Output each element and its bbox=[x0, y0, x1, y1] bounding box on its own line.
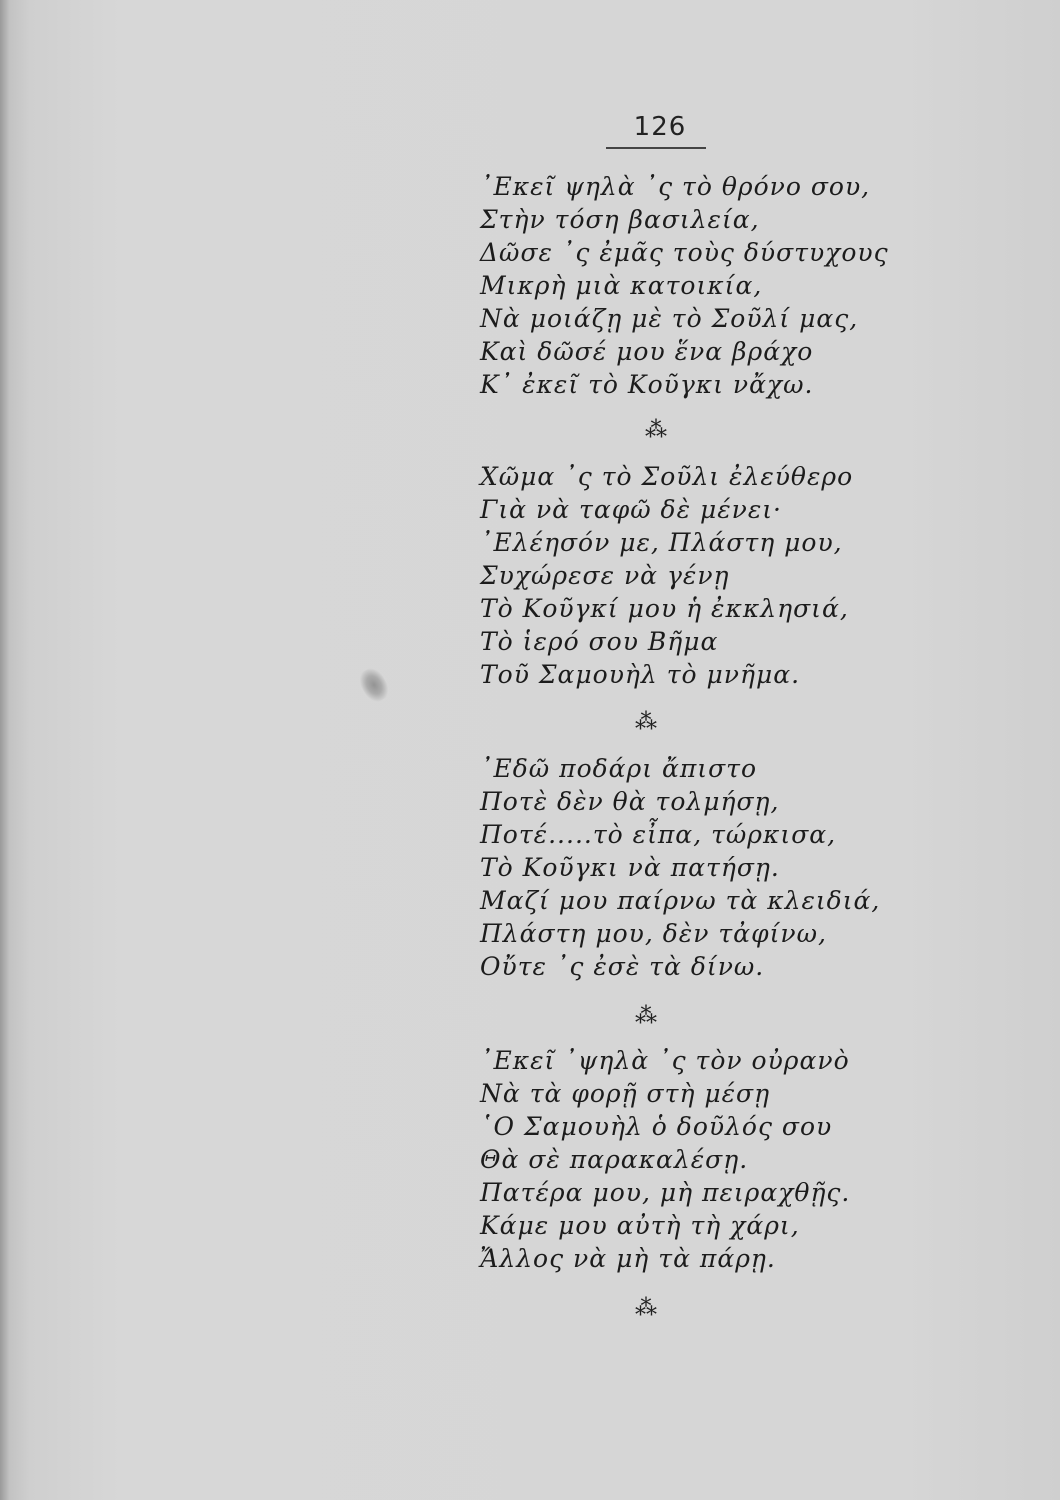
page-number: 126 bbox=[633, 112, 687, 142]
verse-line: ᾿Εδῶ ποδάρι ἄπιστο bbox=[480, 754, 758, 783]
verse-line: Μαζί μου παίρνω τὰ κλειδιά, bbox=[480, 886, 881, 915]
verse-line: Νὰ τὰ φορῇ στὴ μέσῃ bbox=[480, 1079, 771, 1108]
verse-line: ῾Ο Σαμουὴλ ὁ δοῦλός σου bbox=[480, 1112, 833, 1141]
ink-smudge bbox=[355, 664, 393, 705]
verse-line: Κάμε μου αὐτὴ τὴ χάρι, bbox=[480, 1211, 800, 1240]
verse-line: Ποτὲ δὲν θὰ τολμήσῃ, bbox=[480, 787, 780, 816]
verse-line: Δῶσε ᾽ς ἐμᾶς τοὺς δύστυχους bbox=[480, 238, 889, 267]
verse-line: ᾿Εκεῖ ψηλὰ ᾽ς τὸ θρόνο σου, bbox=[480, 172, 871, 201]
stanza-2 bbox=[480, 460, 853, 691]
verse-line: Καὶ δῶσέ μου ἕνα βράχο bbox=[480, 337, 814, 366]
verse-line: Νὰ μοιάζῃ μὲ τὸ Σοῦλί μας, bbox=[480, 304, 859, 333]
verse-line: Πλάστη μου, δὲν τἀφίνω, bbox=[480, 919, 827, 948]
stanza-separator: ⁂ bbox=[635, 1004, 657, 1029]
verse-line: Οὔτε ᾽ς ἐσὲ τὰ δίνω. bbox=[480, 952, 765, 981]
stanza-1 bbox=[480, 170, 889, 401]
stanza-3 bbox=[480, 752, 880, 983]
verse-line: Ποτέ.....τὸ εἶπα, τώρκισα, bbox=[480, 820, 837, 849]
verse-line: ᾿Εκεῖ ᾽ψηλὰ ᾽ς τὸν οὐρανὸ bbox=[480, 1046, 850, 1075]
stanza-4 bbox=[480, 1044, 850, 1275]
page-spine-shadow bbox=[0, 0, 10, 1500]
stanza-separator: ⁂ bbox=[645, 418, 667, 443]
verse-line: Τοῦ Σαμουὴλ τὸ μνῆμα. bbox=[480, 660, 801, 689]
verse-line: Ἄλλος νὰ μὴ τὰ πάρῃ. bbox=[480, 1244, 776, 1273]
verse-line: Χῶμα ᾽ς τὸ Σοῦλι ἐλεύθερο bbox=[480, 462, 854, 491]
stanza-separator: ⁂ bbox=[635, 710, 657, 735]
verse-line: Τὸ Κοῦγκί μου ἡ ἐκκλησιά, bbox=[480, 594, 849, 623]
verse-line: Πατέρα μου, μὴ πειραχθῇς. bbox=[480, 1178, 851, 1207]
verse-line: Τὸ Κοῦγκι νὰ πατήσῃ. bbox=[480, 853, 780, 882]
verse-line: Στὴν τόση βασιλεία, bbox=[480, 205, 760, 234]
verse-line: ᾿Ελέησόν με, Πλάστη μου, bbox=[480, 528, 843, 557]
verse-line: Θὰ σὲ παρακαλέσῃ. bbox=[480, 1145, 749, 1174]
stanza-separator: ⁂ bbox=[635, 1296, 657, 1321]
verse-line: Συχώρεσε νὰ γένῃ bbox=[480, 561, 730, 590]
verse-line: Μικρὴ μιὰ κατοικία, bbox=[480, 271, 763, 300]
verse-line: Κ᾽ ἐκεῖ τὸ Κοῦγκι νἄχω. bbox=[480, 370, 814, 399]
page-number-rule bbox=[606, 147, 706, 149]
verse-line: Γιὰ νὰ ταφῶ δὲ μένει· bbox=[480, 495, 782, 524]
verse-line: Τὸ ἱερό σου Βῆμα bbox=[480, 627, 719, 656]
